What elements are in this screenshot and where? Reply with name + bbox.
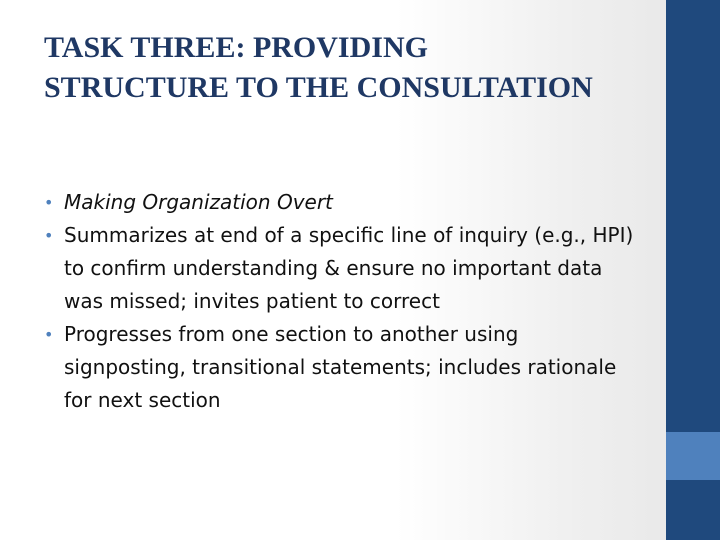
title-line-2: STRUCTURE TO THE CONSULTATION <box>44 71 593 104</box>
bullet-text: Summarizes at end of a specific line of inquiry (e.g., HPI) to confirm understanding & ensure no important data was missed; invites patient to correct <box>64 223 634 313</box>
slide-title <box>44 28 644 108</box>
bullet-text: Making Organization Overt <box>64 190 333 214</box>
title-line-1: TASK THREE: PROVIDING <box>44 31 428 64</box>
bullet-item <box>44 186 644 219</box>
bullet-icon: • <box>44 226 54 245</box>
bullet-item <box>44 219 644 318</box>
bullet-list <box>44 186 644 417</box>
bullet-item <box>44 318 644 417</box>
decorative-side-accent <box>666 432 720 480</box>
bullet-icon: • <box>44 325 54 344</box>
bullet-text: Progresses from one section to another using signposting, transitional statements; includes rationale for next section <box>64 322 617 412</box>
bullet-icon: • <box>44 193 54 212</box>
